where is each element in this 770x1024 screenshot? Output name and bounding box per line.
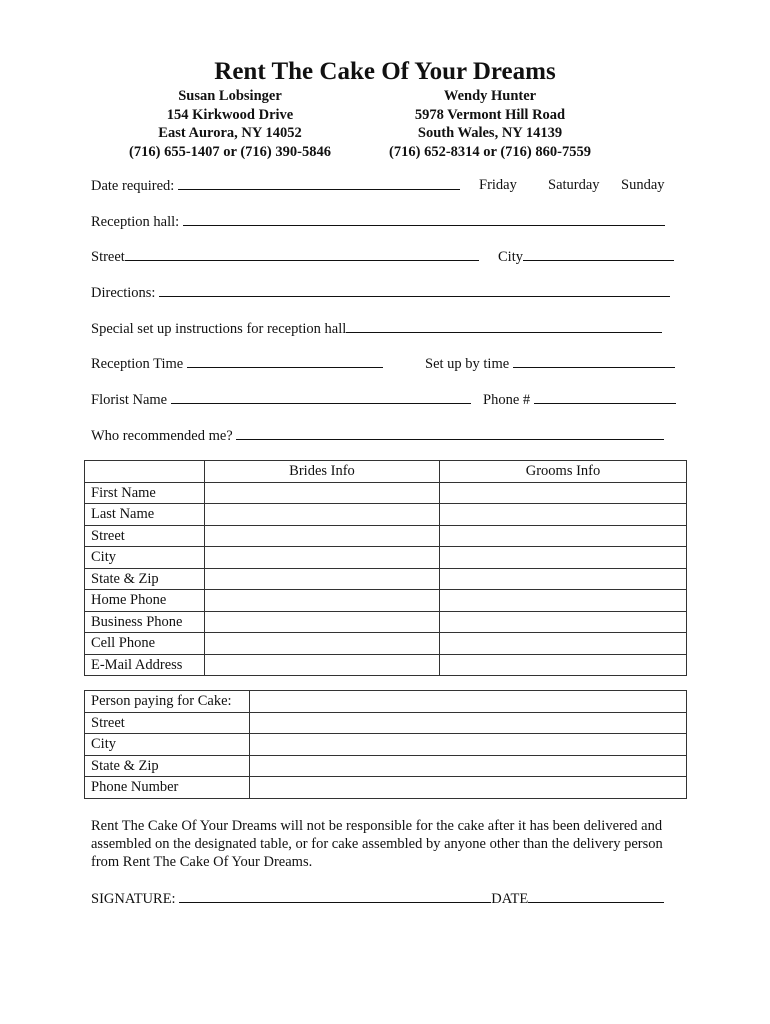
table-row [85,504,687,526]
florist-row [91,390,471,409]
grooms-cell[interactable] [440,590,687,612]
brides-cell[interactable] [205,568,440,590]
day-sunday[interactable]: Sunday [621,177,665,193]
grooms-cell[interactable] [440,611,687,633]
contact-phone: (716) 652-8314 or (716) 860-7559 [389,143,591,160]
date-field[interactable] [528,889,664,903]
grooms-cell[interactable] [440,633,687,655]
brides-cell[interactable] [205,482,440,504]
city-label: City [498,249,523,265]
street-row [91,247,479,266]
row-label: City [85,547,205,569]
florist-field[interactable] [171,390,471,404]
special-setup-label: Special set up instructions for reception hall [91,321,347,337]
city-field[interactable] [523,247,674,261]
setup-by-row [425,354,675,373]
grooms-cell[interactable] [440,504,687,526]
brides-cell[interactable] [205,504,440,526]
row-label: Business Phone [85,611,205,633]
payer-info-table [84,690,687,799]
reception-hall-field[interactable] [183,212,665,226]
contact-susan [80,87,380,161]
brides-cell[interactable] [205,654,440,676]
grooms-cell[interactable] [440,654,687,676]
disclaimer-text: Rent The Cake Of Your Dreams will not be responsible for the cake after it has been delivered and assembled on the designated table, or for cake assembled by anyone other than the delivery person from Rent The Cake Of Your Dreams. [91,818,663,870]
date-required-field[interactable] [178,176,460,190]
contact-wendy [340,87,640,161]
payer-cell[interactable] [250,734,687,756]
row-label: Home Phone [85,590,205,612]
street-field[interactable] [125,247,479,261]
contact-city: East Aurora, NY 14052 [158,125,302,141]
directions-field[interactable] [159,283,670,297]
reception-time-row [91,354,383,373]
day-friday[interactable]: Friday [479,177,517,193]
florist-label: Florist Name [91,392,168,408]
reception-time-label: Reception Time [91,356,184,372]
table-row [85,755,687,777]
brides-cell[interactable] [205,590,440,612]
contact-name: Wendy Hunter [443,88,537,104]
row-label: State & Zip [85,755,250,777]
row-label: Last Name [85,504,205,526]
payer-cell[interactable] [250,691,687,713]
signature-row [91,889,664,908]
table-header-row [85,461,687,483]
date-label: DATE [491,891,529,907]
brides-cell[interactable] [205,547,440,569]
grooms-cell[interactable] [440,547,687,569]
special-setup-field[interactable] [346,319,662,333]
row-label: Street [85,525,205,547]
table-row [85,777,687,799]
recommended-row [91,426,664,445]
florist-phone-row [483,390,676,409]
florist-phone-field[interactable] [534,390,676,404]
street-label: Street [91,249,125,265]
table-row [85,691,687,713]
table-row [85,590,687,612]
row-label: State & Zip [85,568,205,590]
row-label: Cell Phone [85,633,205,655]
day-saturday[interactable]: Saturday [548,177,600,193]
setup-by-field[interactable] [513,354,675,368]
date-required-row [91,176,460,195]
city-row [498,247,674,266]
table-row [85,568,687,590]
table-row [85,547,687,569]
contact-address: 5978 Vermont Hill Road [414,106,566,123]
table-row [85,633,687,655]
contact-address: 154 Kirkwood Drive [166,106,294,123]
contact-phone: (716) 655-1407 or (716) 390-5846 [129,143,331,160]
reception-hall-label: Reception hall: [91,214,180,230]
reception-time-field[interactable] [187,354,383,368]
signature-label: SIGNATURE: [91,891,176,907]
reception-hall-row [91,212,665,231]
payer-cell[interactable] [250,777,687,799]
recommended-label: Who recommended me? [91,428,233,444]
table-row [85,654,687,676]
row-label: Person paying for Cake: [85,691,250,713]
brides-cell[interactable] [205,633,440,655]
page-title: Rent The Cake Of Your Dreams [214,58,556,85]
table-row [85,734,687,756]
recommended-field[interactable] [236,426,664,440]
florist-phone-label: Phone # [483,392,531,408]
contact-name: Susan Lobsinger [178,88,282,104]
row-label: E-Mail Address [85,654,205,676]
row-label: Phone Number [85,777,250,799]
contact-city: South Wales, NY 14139 [417,125,563,141]
row-label: City [85,734,250,756]
grooms-cell[interactable] [440,568,687,590]
table-row [85,525,687,547]
directions-row [91,283,670,302]
table-header-grooms: Grooms Info [440,461,687,483]
row-label: First Name [85,482,205,504]
brides-cell[interactable] [205,611,440,633]
setup-by-label: Set up by time [425,356,510,372]
date-required-label: Date required: [91,178,175,194]
table-row [85,482,687,504]
table-row [85,611,687,633]
table-row [85,712,687,734]
special-setup-row [91,319,662,338]
brides-cell[interactable] [205,525,440,547]
table-header-brides: Brides Info [205,461,440,483]
couple-info-table [84,460,687,676]
grooms-cell[interactable] [440,525,687,547]
grooms-cell[interactable] [440,482,687,504]
signature-field[interactable] [179,889,491,903]
row-label: Street [85,712,250,734]
table-header-blank [85,461,205,483]
payer-cell[interactable] [250,755,687,777]
payer-cell[interactable] [250,712,687,734]
directions-label: Directions: [91,285,156,301]
